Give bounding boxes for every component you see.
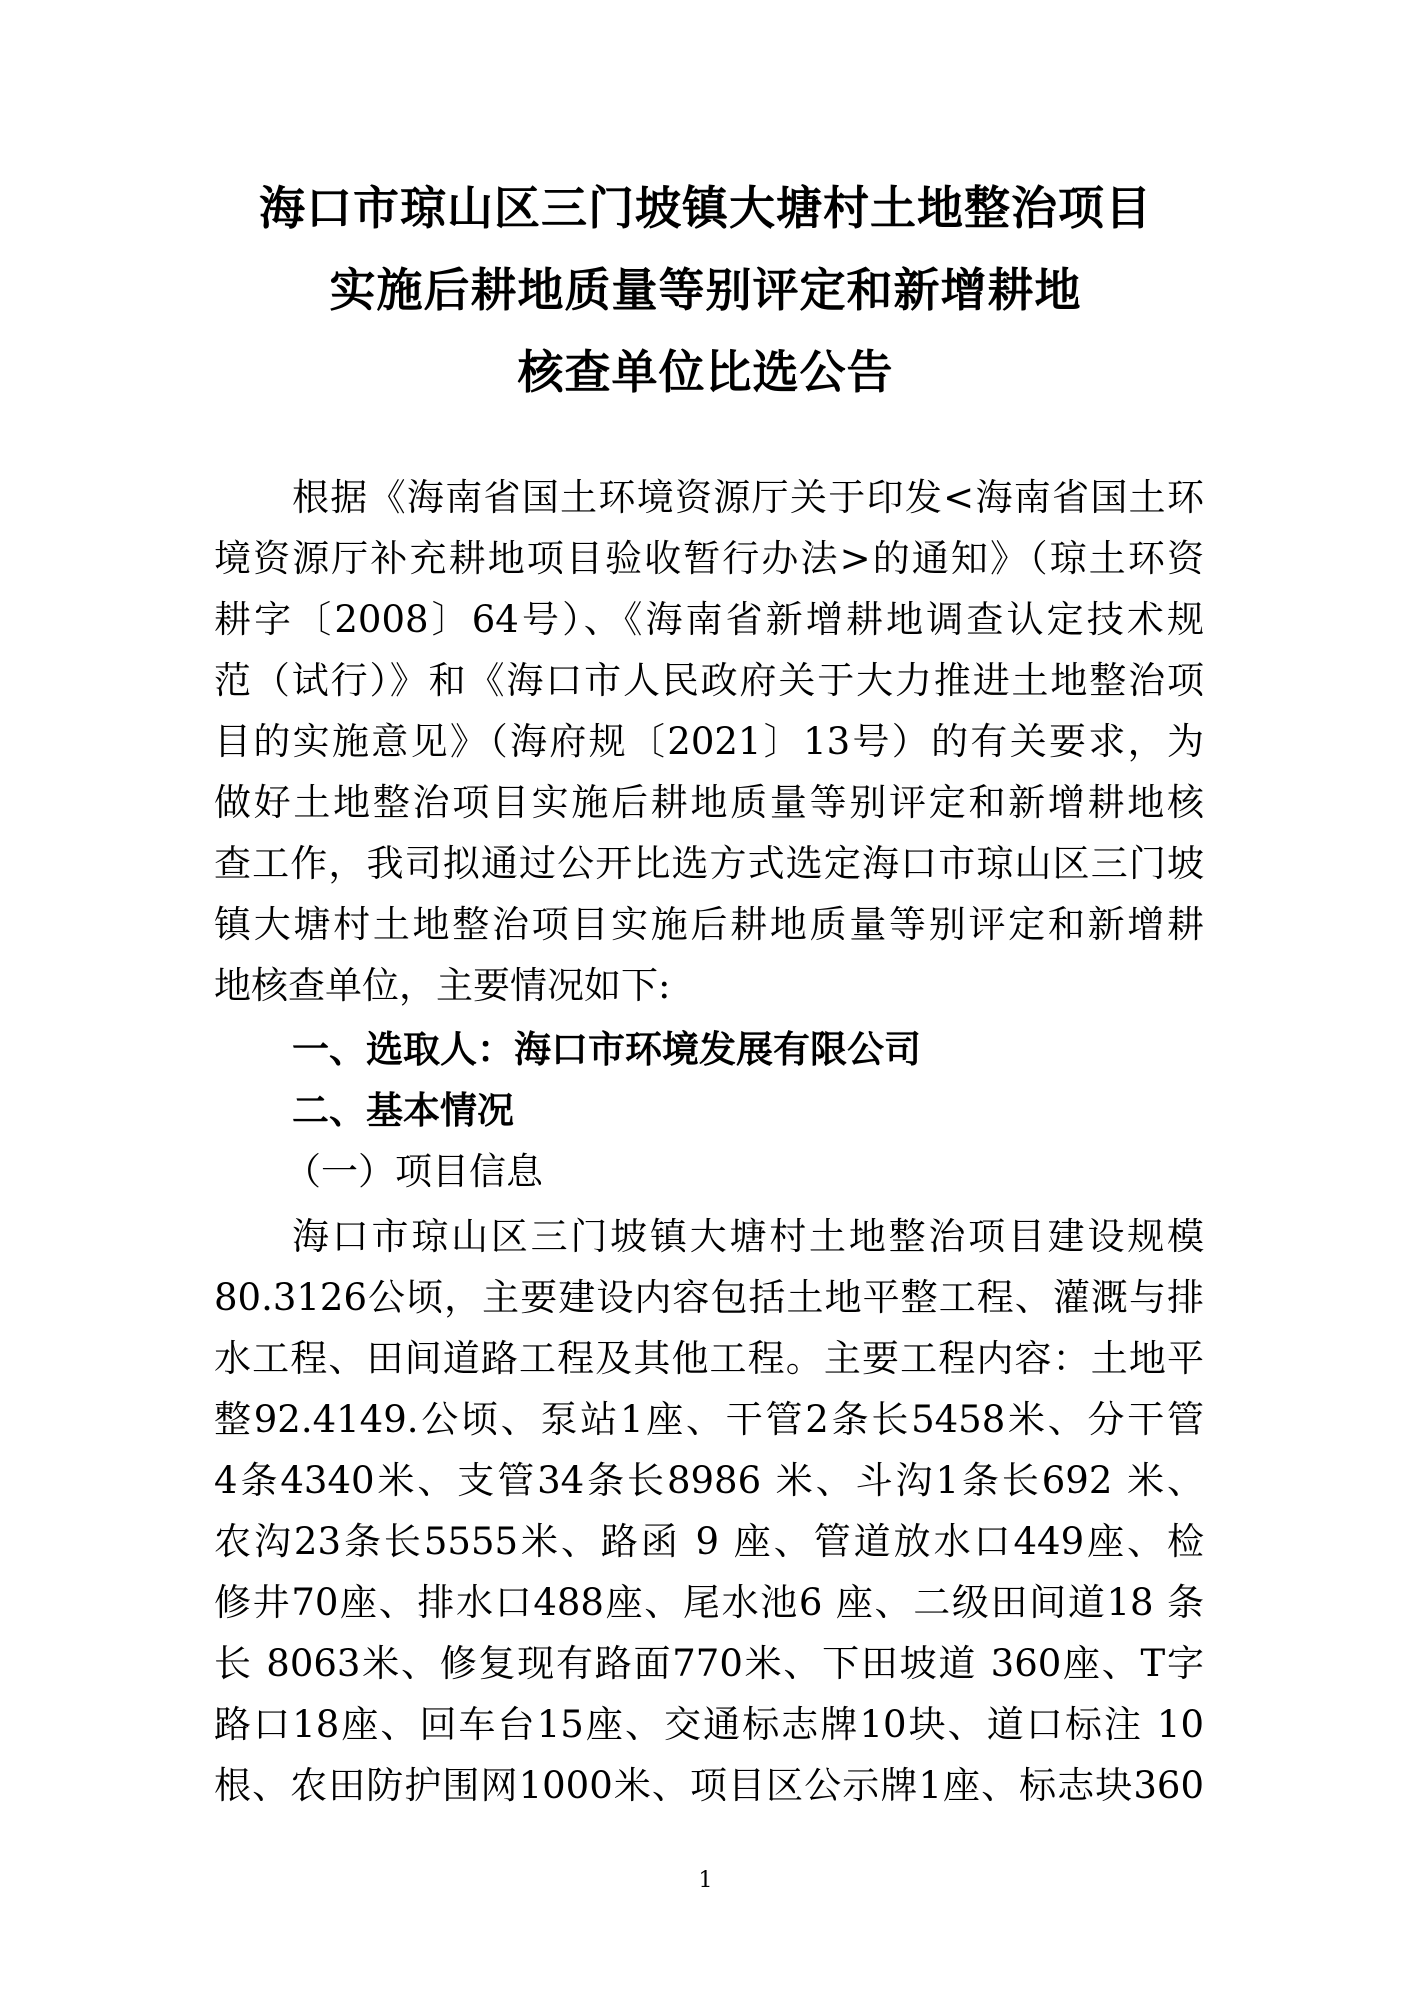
project-paragraph-line: 80.3126公顷，主要建设内容包括土地平整工程、灌溉与排 [214, 1276, 1204, 1319]
project-paragraph-line: 农沟23条长5555米、路函 9 座、管道放水口449座、检 [214, 1520, 1204, 1563]
document-title-line-3: 核查单位比选公告 [517, 345, 894, 399]
subsection-heading-project-info: （一）项目信息 [284, 1150, 543, 1193]
project-paragraph-line: 水工程、田间道路工程及其他工程。主要工程内容：土地平 [214, 1337, 1204, 1380]
project-paragraph-line: 整92.4149.公顷、泵站1座、干管2条长5458米、分干管 [214, 1398, 1204, 1441]
document-title-line-1: 海口市琼山区三门坡镇大塘村土地整治项目 [259, 181, 1152, 235]
intro-paragraph-line: 地核查单位，主要情况如下: [214, 964, 671, 1007]
project-paragraph-line: 海口市琼山区三门坡镇大塘村土地整治项目建设规模 [292, 1215, 1204, 1258]
section-heading-basic-info: 二、基本情况 [292, 1089, 514, 1132]
intro-paragraph-line: 做好土地整治项目实施后耕地质量等别评定和新增耕地核 [214, 781, 1204, 824]
document-title-line-2: 实施后耕地质量等别评定和新增耕地 [329, 263, 1082, 317]
intro-paragraph-line: 耕字〔2008〕64号）、《海南省新增耕地调查认定技术规 [214, 598, 1204, 641]
project-paragraph-line: 4条4340米、支管34条长8986 米、斗沟1条长692 米、 [214, 1459, 1204, 1502]
intro-paragraph-line: 境资源厅补充耕地项目验收暂行办法>的通知》（琼土环资 [214, 537, 1204, 580]
intro-paragraph-line: 范（试行）》和《海口市人民政府关于大力推进土地整治项 [214, 659, 1204, 702]
project-paragraph-line: 修井70座、排水口488座、尾水池6 座、二级田间道18 条 [214, 1581, 1204, 1624]
intro-paragraph-line: 目的实施意见》（海府规〔2021〕13号）的有关要求，为 [214, 720, 1204, 763]
page-number: 1 [698, 1868, 713, 1893]
intro-paragraph-line: 镇大塘村土地整治项目实施后耕地质量等别评定和新增耕 [214, 903, 1204, 946]
project-paragraph-line: 长 8063米、修复现有路面770米、下田坡道 360座、T字 [214, 1642, 1204, 1685]
intro-paragraph-line: 查工作，我司拟通过公开比选方式选定海口市琼山区三门坡 [214, 842, 1204, 885]
section-heading-selector: 一、选取人：海口市环境发展有限公司 [292, 1028, 921, 1071]
project-paragraph-line: 路口18座、回车台15座、交通标志牌10块、道口标注 10 [214, 1703, 1204, 1746]
project-paragraph-line: 根、农田防护围网1000米、项目区公示牌1座、标志块360 [214, 1764, 1204, 1807]
intro-paragraph-line: 根据《海南省国土环境资源厅关于印发<海南省国土环 [292, 476, 1204, 519]
